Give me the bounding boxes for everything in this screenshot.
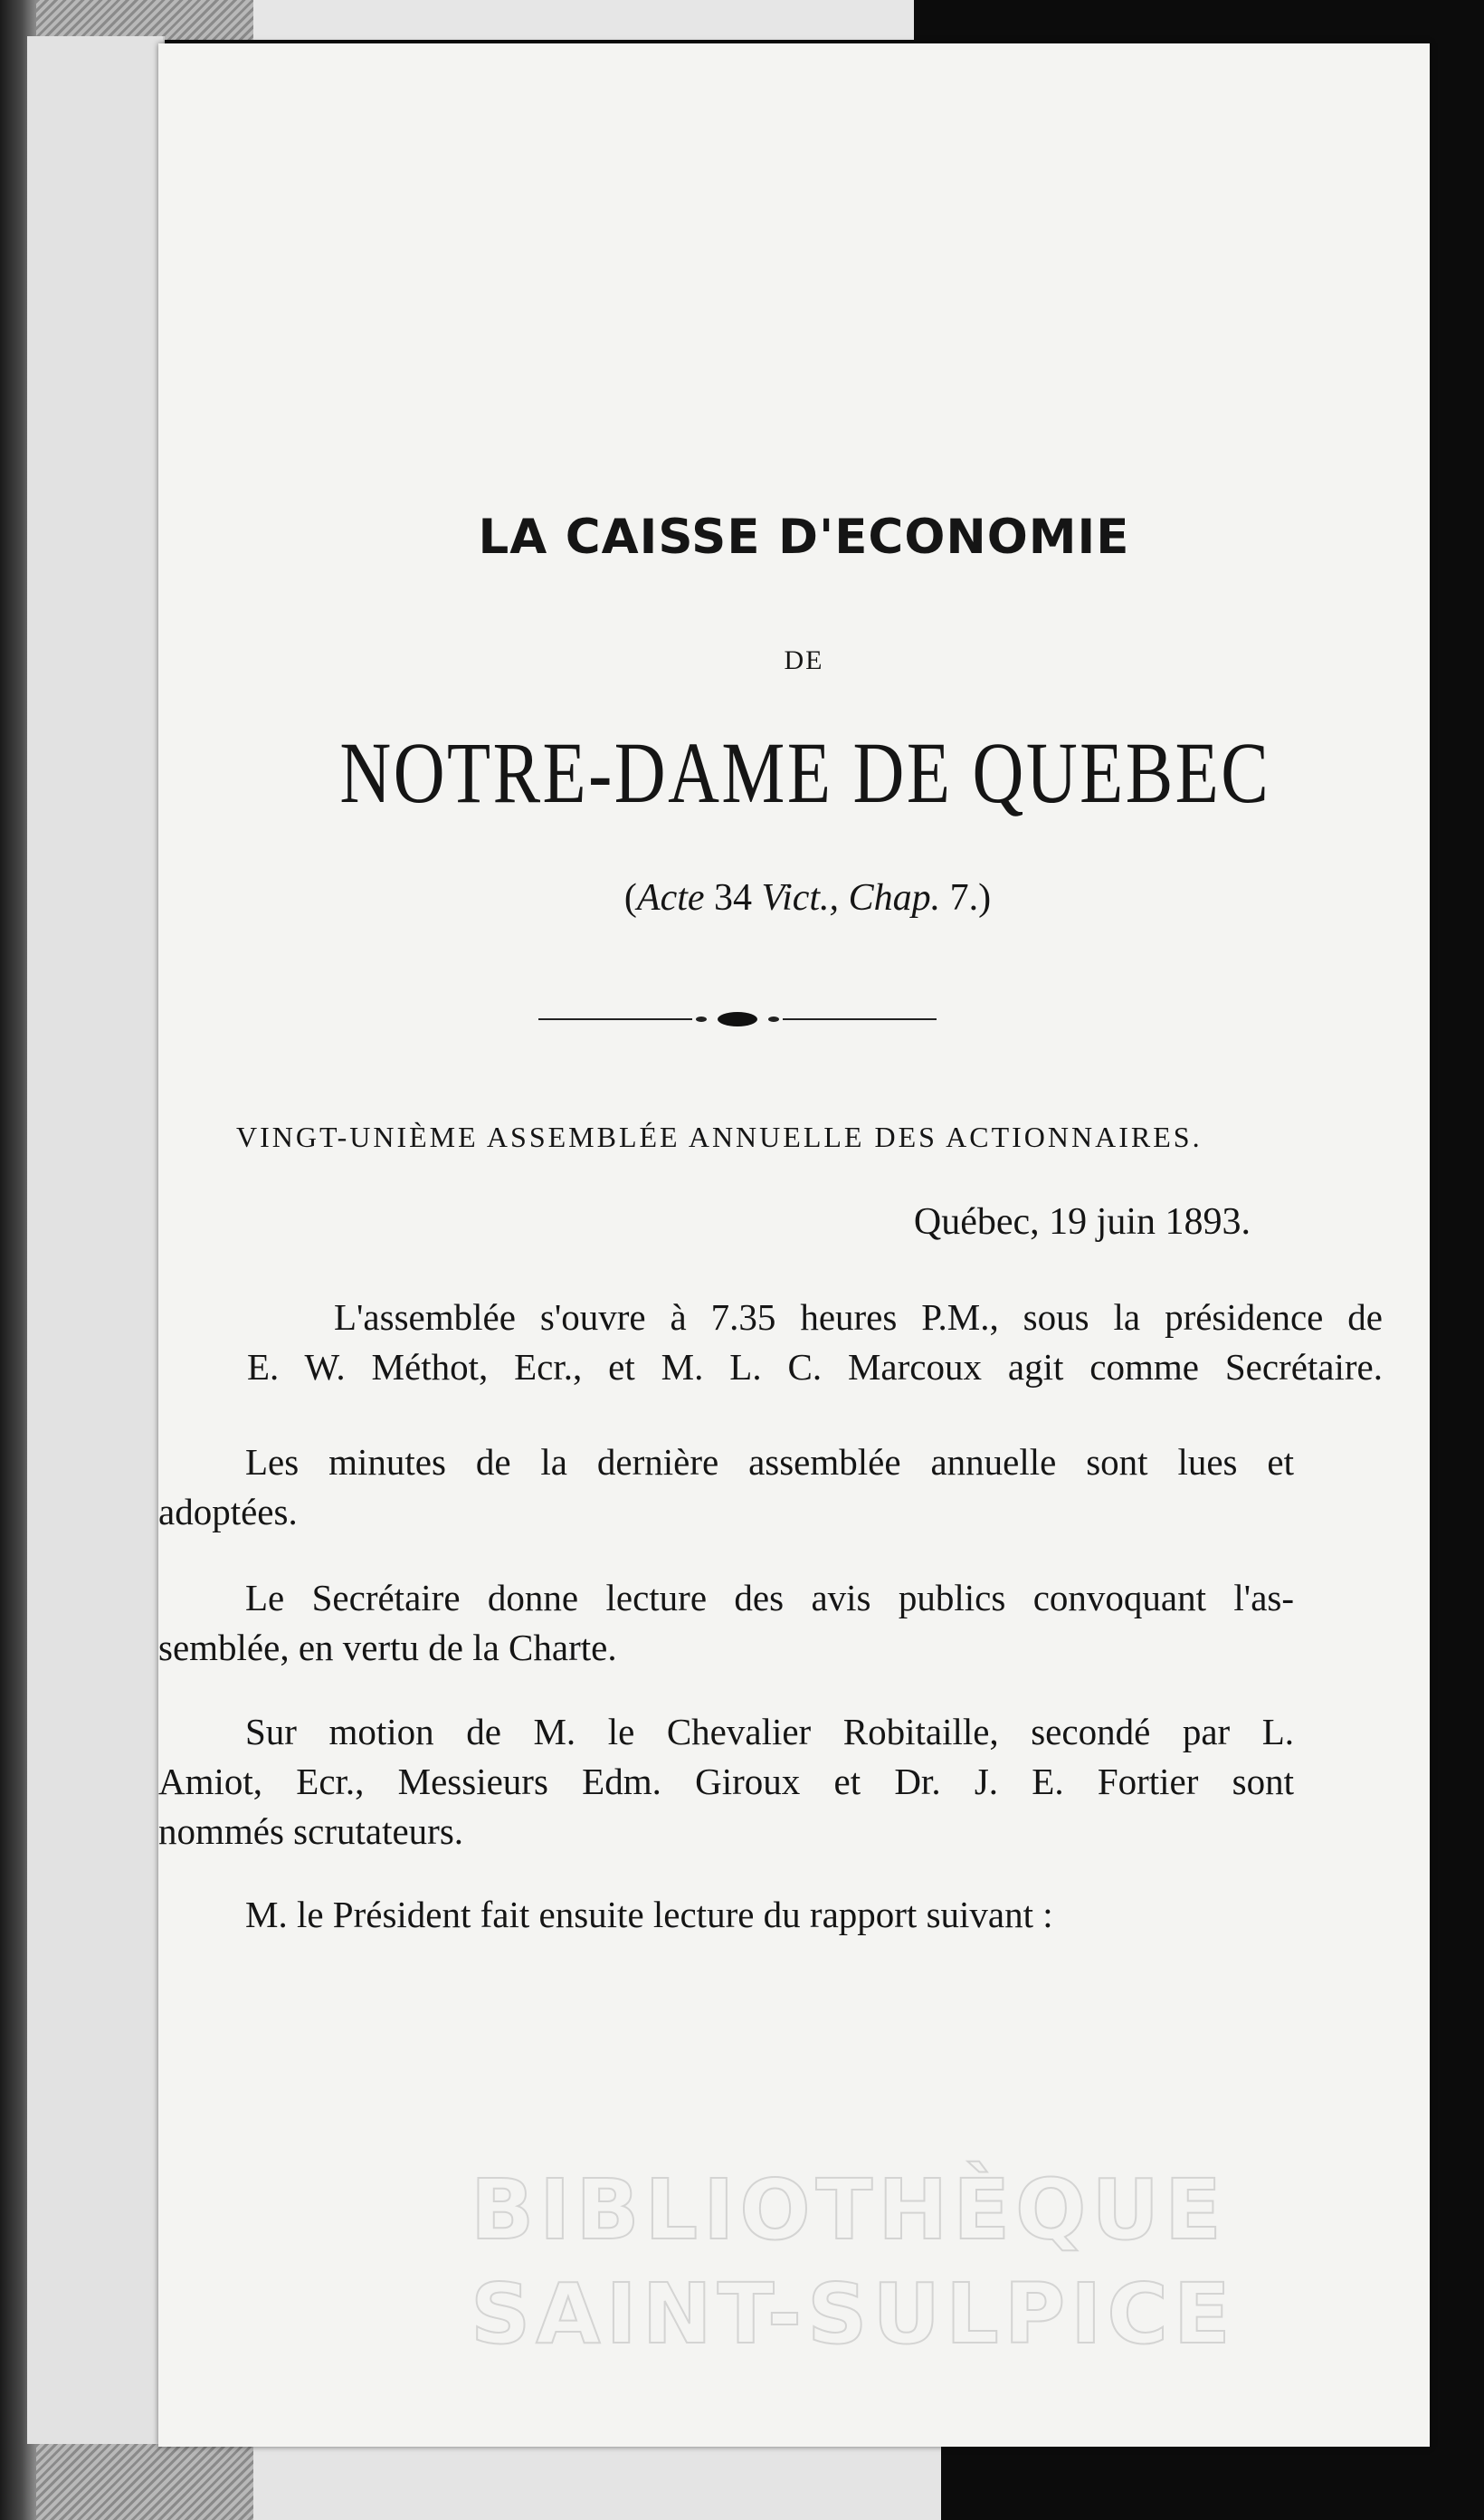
act-close: 7.) xyxy=(940,877,992,919)
stamp-line1: BIBLIOTHÈQUE xyxy=(471,2162,1227,2258)
paragraph-line: Amiot, Ecr., Messieurs Edm. Giroux et Dr. J. E. Fortier sont xyxy=(158,1761,1294,1802)
paragraph-line: Le Secrétaire donne lecture des avis publics convoquant l'as- xyxy=(245,1577,1294,1618)
scan-background-top xyxy=(253,0,914,40)
act-vict: Vict., xyxy=(761,877,840,919)
meeting-date: Québec, 19 juin 1893. xyxy=(913,1201,1251,1243)
paragraph-report xyxy=(158,1890,1294,1940)
underlying-page xyxy=(27,36,165,2444)
stamp-line2: SAINT-SULPICE xyxy=(471,2266,1236,2362)
paragraph-line: Sur motion de M. le Chevalier Robitaille, secondé par L. xyxy=(245,1711,1294,1752)
paragraph-line: nommés scrutateurs. xyxy=(158,1810,464,1852)
scan-background-bottom-left xyxy=(36,2444,253,2520)
document-title-line1: LA CAISSE D'ECONOMIE xyxy=(478,510,1130,565)
ornament-divider-icon xyxy=(538,1007,937,1031)
document-title-line2: NOTRE-DAME DE QUEBEC xyxy=(339,724,1271,821)
paragraph-line: Les minutes de la dernière assemblée annuelle sont lues et xyxy=(245,1441,1294,1483)
scan-background-bottom xyxy=(253,2444,941,2520)
document-page xyxy=(158,43,1430,2447)
act-acte: Acte xyxy=(636,877,705,919)
paragraph-secretary xyxy=(158,1573,1294,1673)
act-chap: Chap. xyxy=(839,877,941,919)
paragraph-line: semblée, en vertu de la Charte. xyxy=(158,1627,617,1668)
act-reference xyxy=(158,876,1430,920)
act-number: 34 xyxy=(704,877,762,919)
paragraph-opening xyxy=(247,1293,1383,1392)
document-title-de: DE xyxy=(784,645,824,675)
meeting-subheading: VINGT-UNIÈME ASSEMBLÉE ANNUELLE DES ACTIONNAIRES. xyxy=(236,1121,1203,1153)
act-open: ( xyxy=(623,877,637,919)
library-stamp xyxy=(471,2143,1236,2379)
paragraph-line: E. W. Méthot, Ecr., et M. L. C. Marcoux agit comme Secrétaire. xyxy=(247,1346,1383,1388)
scan-background-top-left xyxy=(36,0,253,40)
paragraph-line: adoptées. xyxy=(158,1491,298,1532)
paragraph-motion xyxy=(158,1707,1294,1857)
page-content xyxy=(158,43,1430,2447)
paragraph-minutes xyxy=(158,1437,1294,1537)
paragraph-line: L'assemblée s'ouvre à 7.35 heures P.M., sous la présidence de xyxy=(334,1296,1383,1338)
paragraph-line: M. le Président fait ensuite lecture du rapport suivant : xyxy=(245,1894,1053,1935)
